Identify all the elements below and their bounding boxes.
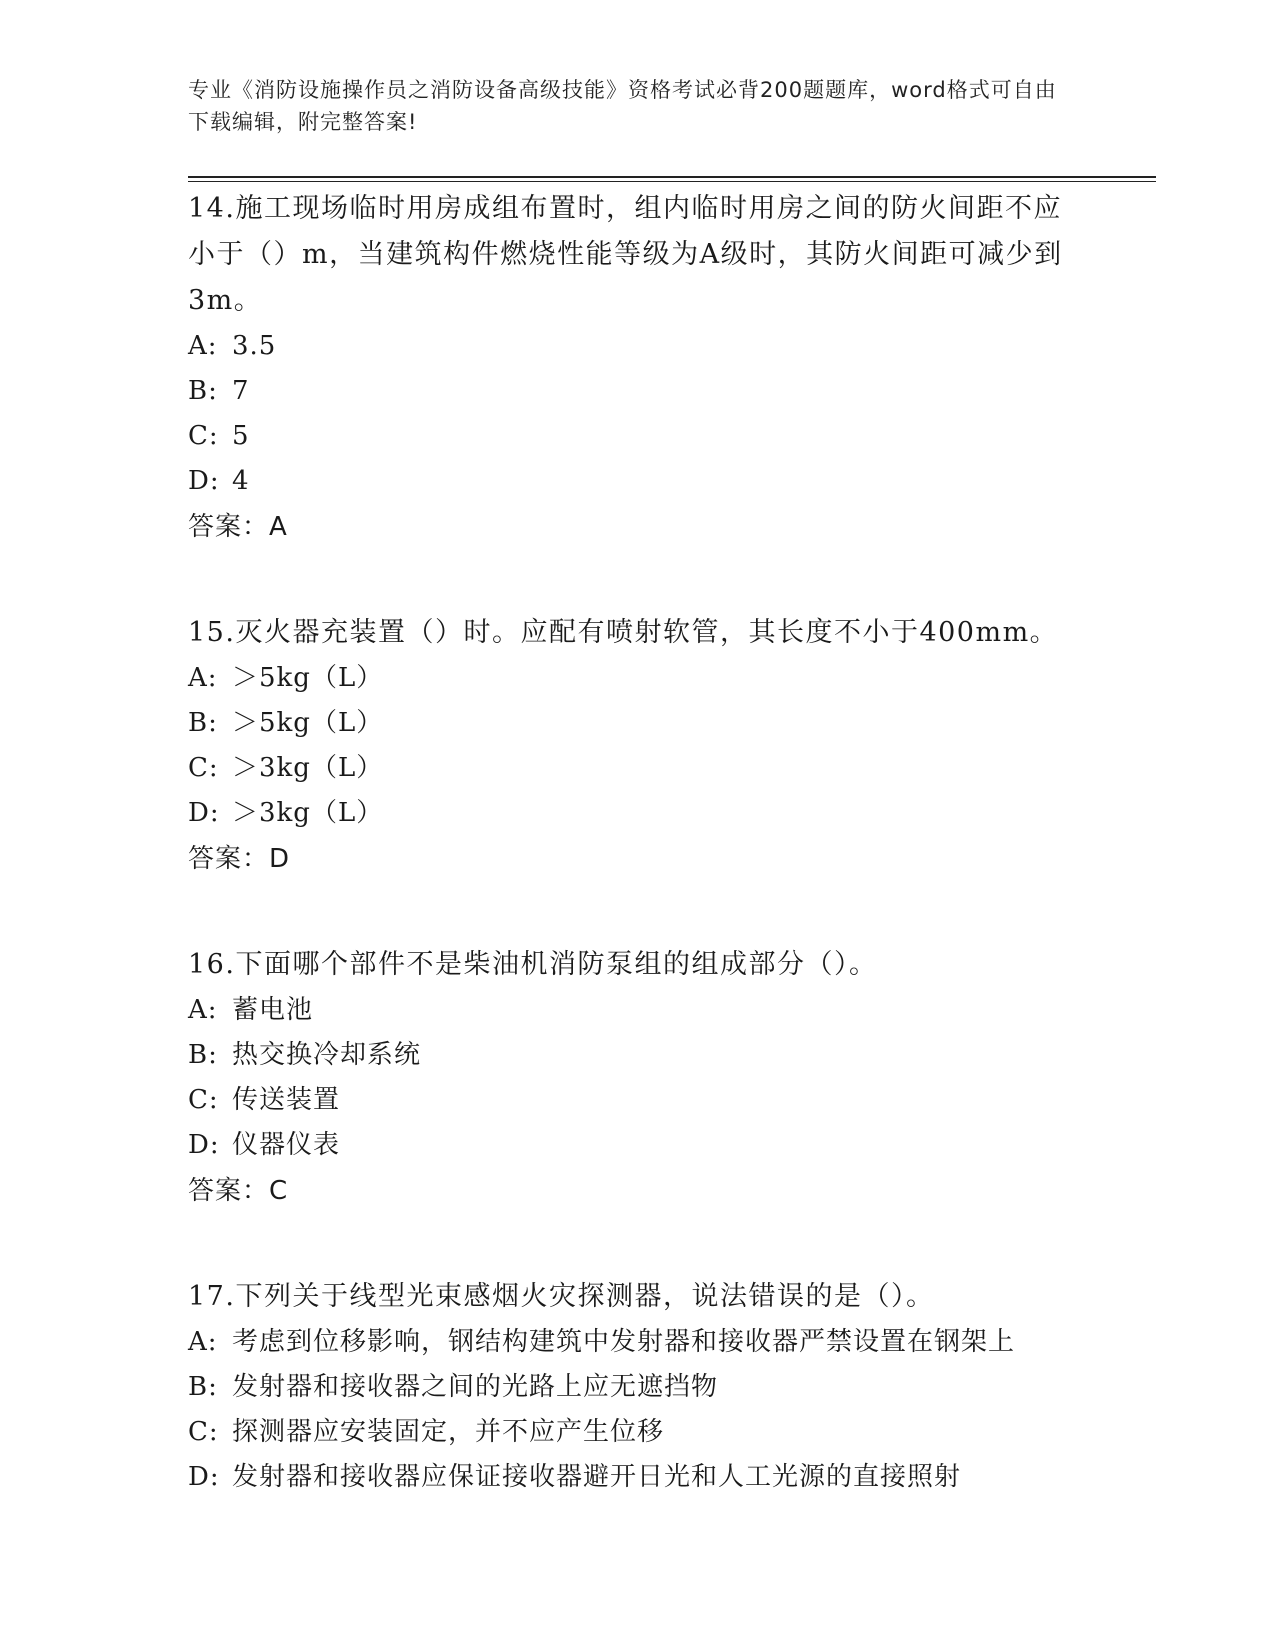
option-text: 仪器仪表 — [232, 1130, 341, 1160]
option-text: 3.5 — [232, 331, 277, 361]
option-letter: C: — [188, 753, 219, 783]
option-text: 考虑到位移影响，钢结构建筑中发射器和接收器严禁设置在钢架上 — [232, 1327, 1016, 1357]
header-divider-thin — [188, 181, 1156, 182]
option-a — [188, 324, 1088, 369]
option-letter: C: — [188, 421, 219, 451]
answer-line: 答案：C — [188, 1176, 289, 1206]
option-a — [188, 1320, 1088, 1365]
option-b — [188, 1033, 1088, 1078]
option-letter: B: — [188, 708, 218, 738]
question-15 — [188, 610, 1088, 882]
option-letter: B: — [188, 1372, 218, 1402]
option-text: 7 — [232, 376, 250, 406]
option-b — [188, 369, 1088, 414]
option-c — [188, 746, 1088, 791]
option-letter: C: — [188, 1085, 219, 1115]
option-c — [188, 1078, 1088, 1123]
option-a — [188, 988, 1088, 1033]
option-letter: D: — [188, 1462, 220, 1492]
header-divider-thick — [188, 176, 1156, 178]
option-letter: A: — [188, 331, 218, 361]
question-text: 16.下面哪个部件不是柴油机消防泵组的组成部分（）。 — [188, 949, 878, 980]
document-intro: 专业《消防设施操作员之消防设备高级技能》资格考试必背200题题库，word格式可自由下载编辑，附完整答案! — [188, 78, 1057, 134]
option-d — [188, 459, 1088, 504]
option-text: ＞5kg（L） — [232, 663, 384, 693]
option-c — [188, 1410, 1088, 1455]
question-text: 14.施工现场临时用房成组布置时，组内临时用房之间的防火间距不应小于（）m，当建筑构件燃烧性能等级为A级时，其防火间距可减少到3m。 — [188, 193, 1063, 316]
option-letter: B: — [188, 1040, 218, 1070]
option-text: 传送装置 — [232, 1085, 341, 1115]
question-text: 15.灭火器充装置（）时。应配有喷射软管，其长度不小于400mm。 — [188, 617, 1059, 648]
option-b — [188, 1365, 1088, 1410]
option-text: ＞3kg（L） — [232, 753, 384, 783]
option-text: ＞3kg（L） — [232, 798, 384, 828]
option-letter: A: — [188, 995, 218, 1025]
option-d — [188, 1123, 1088, 1168]
option-letter: B: — [188, 376, 218, 406]
option-text: 探测器应安装固定，并不应产生位移 — [232, 1417, 665, 1447]
option-text: 4 — [232, 466, 250, 496]
option-c — [188, 414, 1088, 459]
option-letter: A: — [188, 663, 218, 693]
option-letter: D: — [188, 466, 220, 496]
question-text: 17.下列关于线型光束感烟火灾探测器，说法错误的是（）。 — [188, 1281, 935, 1312]
option-text: 蓄电池 — [232, 995, 314, 1025]
question-list — [188, 186, 1088, 1500]
answer-line: 答案：D — [188, 844, 291, 874]
option-text: 5 — [232, 421, 250, 451]
option-a — [188, 656, 1088, 701]
option-letter: A: — [188, 1327, 218, 1357]
option-d — [188, 791, 1088, 836]
question-16 — [188, 942, 1088, 1214]
option-letter: C: — [188, 1417, 219, 1447]
option-b — [188, 701, 1088, 746]
option-letter: D: — [188, 1130, 220, 1160]
question-17 — [188, 1274, 1088, 1500]
option-letter: D: — [188, 798, 220, 828]
option-text: 发射器和接收器之间的光路上应无遮挡物 — [232, 1372, 719, 1402]
option-d — [188, 1455, 1088, 1500]
option-text: ＞5kg（L） — [232, 708, 384, 738]
answer-line: 答案：A — [188, 512, 288, 542]
question-14 — [188, 186, 1088, 550]
option-text: 热交换冷却系统 — [232, 1040, 422, 1070]
option-text: 发射器和接收器应保证接收器避开日光和人工光源的直接照射 — [232, 1462, 962, 1492]
